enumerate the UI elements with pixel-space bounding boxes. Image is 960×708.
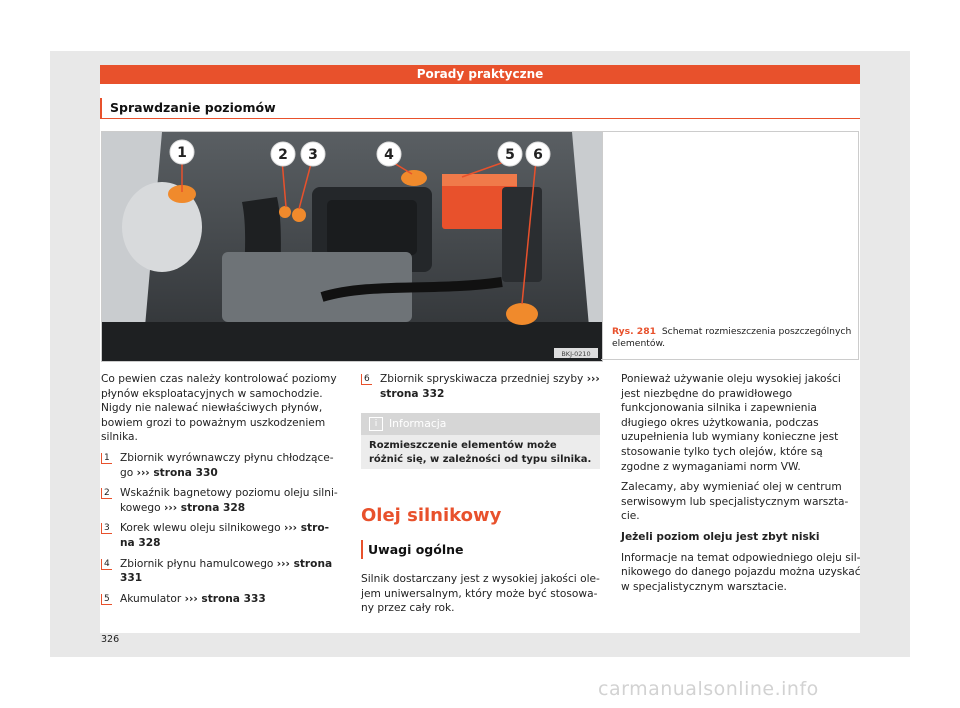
engine-bay-illustration bbox=[102, 132, 602, 361]
column-3 bbox=[621, 372, 861, 600]
svg-text:5: 5 bbox=[505, 147, 515, 163]
list-item bbox=[101, 451, 339, 480]
svg-text:4: 4 bbox=[384, 147, 394, 163]
info-box-header bbox=[361, 413, 600, 435]
oil-quality-paragraph: Ponieważ używanie oleju wysokiej jakości jest niezbędne do prawidłowego funkcjonowania silnika i zapewnienia długiego okres użytkowania, podczas uzupełnienia lub wymiany konieczne jest stosowanie tylko tych olejów, które są zgodne z wymaganiami norm VW. bbox=[621, 373, 841, 473]
page-reference-link[interactable]: ››› strona 328 bbox=[120, 522, 330, 549]
marker-2 bbox=[271, 142, 295, 166]
page-reference-link[interactable]: ››› strona 331 bbox=[120, 557, 333, 585]
marker-1 bbox=[170, 140, 194, 164]
item-text: Zbiornik wyrównawczy płynu chłodzącego bbox=[120, 451, 334, 479]
marker-3 bbox=[301, 142, 325, 166]
info-icon: i bbox=[369, 417, 383, 431]
item-number-badge: 1 bbox=[101, 453, 112, 464]
service-recommendation-paragraph: Zalecamy, aby wymieniać olej w centrum serwisowym lub specjalistycznym warsztacie. bbox=[621, 481, 849, 523]
svg-text:6: 6 bbox=[533, 147, 543, 163]
oil-heading: Olej silnikowy bbox=[361, 505, 502, 526]
oil-paragraph: Silnik dostarczany jest z wysokiej jakości olejem uniwersalnym, który może być stosowany przez cały rok. bbox=[361, 573, 600, 615]
intro-paragraph: Co pewien czas należy kontrolować poziomy płynów eksploatacyjnych w samochodzie. Nigdy nie nalewać niewłaściwych płynów, bowiem grozi to poważnym uszkodzeniem silnika. bbox=[101, 373, 337, 444]
list-item bbox=[101, 592, 339, 607]
svg-text:3: 3 bbox=[308, 147, 318, 163]
site-watermark: carmanualsonline.info bbox=[598, 678, 819, 700]
subheading-accent bbox=[361, 540, 363, 559]
page-reference-link[interactable]: ››› strona 333 bbox=[184, 592, 266, 605]
low-oil-subheading: Jeżeli poziom oleju jest zbyt niski bbox=[621, 530, 820, 543]
svg-text:2: 2 bbox=[278, 147, 288, 163]
oil-info-paragraph: Informacje na temat odpowiedniego oleju silnikowego do danego pojazdu można uzyskać w specjalistycznym warsztacie. bbox=[621, 551, 861, 593]
item-number-badge: 5 bbox=[101, 594, 112, 605]
item-text: Wskaźnik bagnetowy poziomu oleju silnikowego bbox=[120, 487, 338, 514]
title-accent bbox=[100, 98, 102, 118]
list-item bbox=[101, 486, 339, 515]
marker-4 bbox=[377, 142, 401, 166]
item-number-badge: 2 bbox=[101, 488, 112, 499]
page-number: 326 bbox=[101, 634, 120, 645]
engine-bay-figure bbox=[101, 131, 603, 362]
column-1 bbox=[101, 372, 339, 612]
item-number-badge: 6 bbox=[361, 374, 372, 385]
page-reference-link[interactable]: ››› strona 328 bbox=[164, 501, 246, 514]
item-text: Zbiornik płynu hamulcowego bbox=[120, 557, 277, 570]
column-2 bbox=[361, 372, 600, 407]
title-underline bbox=[100, 118, 860, 119]
item-text: Akumulator bbox=[120, 592, 185, 605]
marker-5 bbox=[498, 142, 522, 166]
figure-number: Rys. 281 bbox=[612, 326, 656, 337]
info-box-label: Informacja bbox=[389, 417, 447, 430]
figure-code: BKJ-0210 bbox=[561, 350, 591, 358]
page-reference-link[interactable]: ››› strona 332 bbox=[380, 373, 600, 400]
list-item bbox=[101, 557, 339, 586]
figure-caption bbox=[612, 326, 852, 350]
info-box-text: Rozmieszczenie elementów może różnić się, w zależności od typu silnika. bbox=[369, 440, 592, 465]
item-text: Korek wlewu oleju silnikowego bbox=[120, 522, 284, 535]
list-item bbox=[101, 521, 339, 550]
running-header: Porady praktyczne bbox=[100, 65, 860, 84]
list-item bbox=[361, 372, 600, 401]
item-number-badge: 4 bbox=[101, 559, 112, 570]
marker-6 bbox=[526, 142, 550, 166]
svg-text:1: 1 bbox=[177, 145, 187, 161]
item-text: Zbiornik spryskiwacza przedniej szyby bbox=[380, 373, 587, 385]
figure-caption-text: Schemat rozmieszczenia poszczególnych elementów. bbox=[612, 326, 852, 349]
info-box bbox=[361, 413, 600, 469]
section-title: Sprawdzanie poziomów bbox=[110, 100, 276, 115]
item-number-badge: 3 bbox=[101, 523, 112, 534]
general-notes-heading: Uwagi ogólne bbox=[368, 542, 464, 557]
page-reference-link[interactable]: ››› strona 330 bbox=[136, 466, 218, 479]
